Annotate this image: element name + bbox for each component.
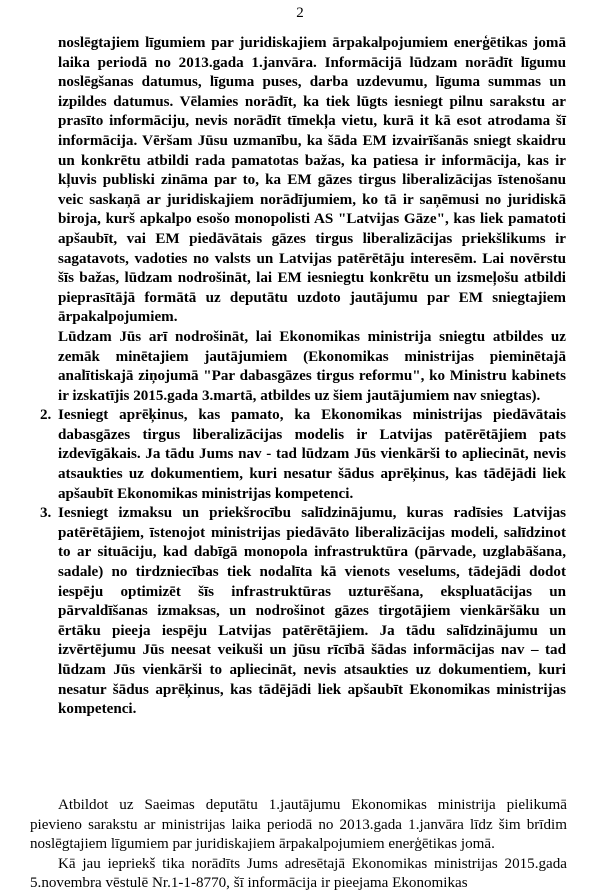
- bold-request-paragraph: Lūdzam Jūs arī nodrošināt, lai Ekonomikas ministrija sniegtu atbildes uz zemāk minētajiem jautājumiem (Ekonomikas ministrijas pieminētajā analītiskajā ziņojumā "Par dabasgāzes tirgus reformu", ko Ministru kabinets ir izskatījis 2015.gada 3.martā, atbildes uz šiem jautājumiem nav sniegtas).: [58, 328, 566, 404]
- response-paragraph: Atbildot uz Saeimas deputātu 1.jautājumu Ekonomikas ministrija pielikumā pievieno sarakstu ar ministrijas laika periodā no 2013.gada 1.janvāra līdz šim brīdim noslēgtajiem līgumiem par juridiskajiem ārpakalpojumiem enerģētikas jomā.: [30, 797, 567, 853]
- bold-request-block: [40, 34, 566, 720]
- list-item-text: Iesniegt izmaksu un priekšrocību salīdzinājumu, kuras radīsies Latvijas patērētājiem, īstenojot ministrijas piedāvāto liberalizācijas modeli, salīdzinot to ar situāciju, kad dabīgā monopola infrastruktūra (pārvade, uzglabāšana, sadale) no tirdzniecības tiek nodalīta kā vienots veselums, tādejādi dodot iespēju optimizēt šīs infrastruktūras uzturēšana, ekspluatācijas un pārvaldīšanas izmaksas, un nodrošinot gāzes tirgotājiem vienkāršāku un ērtāku pieeja iespēju Latvijas patērētājiem. Ja tādu salīdzinājumu un izvērtējumu Jūs neesat veikuši un jūsu rīcībā šādas informācijas nav – tad lūdzam Jūs vienkārši to apliecināt, nevis atsaukties uz dokumentiem, kuri nesatur šādus aprēķinus, kas tādējādi liek apšaubīt Ekonomikas ministrijas kompetenci.: [58, 505, 566, 718]
- list-item: [40, 406, 566, 504]
- list-item-number: 2.: [40, 407, 52, 424]
- page-number: 2: [296, 5, 304, 21]
- response-block: [30, 796, 567, 894]
- bold-intro-paragraph: noslēgtajiem līgumiem par juridiskajiem ārpakalpojumiem enerģētikas jomā laika periodā no 2013.gada 1.janvāra. Informācijā lūdzam norādīt līgumu noslēgšanas datumus, līguma puses, darba uzdevumu, līguma summas un izpildes datumus. Vēlamies norādīt, ka tiek lūgts iesniegt pilnu sarakstu ar prasīto informāciju, nevis norādīt tīmekļa vietu, kurā it kā esot atrodama šī informācija. Vēršam Jūsu uzmanību, ka šāda EM izvairīšanās sniegt skaidru un konkrētu atbildi rada pamatotas bažas, ka patiesa ir informācija, kas ir kļuvis publiski zināma par to, ka EM gāzes tirgus liberalizācijas īstenošanu veic saskaņā ar juridiskajiem norādījumiem, ko tā ir saņēmusi no juridiskā biroja, kurš apkalpo esošo monopolisti AS "Latvijas Gāze", kas liek pamatoti apšaubīt, vai EM piedāvātais gāzes tirgus liberalizācijas priekšlikums ir sagatavots, vadoties no valsts un Latvijas patērētāju interesēm. Lai novērstu šīs bažas, lūdzam nodrošināt, lai EM iesniegtu konkrētu un izsmeļošu atbildi pieprasītājā formātā uz deputātu uzdoto jautājumu par EM sniegtajiem ārpakalpojumiem.: [58, 35, 566, 326]
- list-item-number: 3.: [40, 505, 52, 522]
- response-paragraph: Kā jau iepriekš tika norādīts Jums adresētajā Ekonomikas ministrijas 2015.gada 5.novembra vēstulē Nr.1-1-8770, šī informācija ir pieejama Ekonomikas: [30, 855, 567, 892]
- list-item: [40, 504, 566, 720]
- numbered-request-list: [40, 406, 566, 720]
- list-item-text: Iesniegt aprēķinus, kas pamato, ka Ekonomikas ministrijas piedāvātais dabasgāzes tirgus liberalizācijas modelis ir Latvijas patērētājiem pats izdevīgākais. Ja tādu Jums nav - tad lūdzam Jūs vienkārši to apliecināt, nevis atsaukties uz dokumentiem, kuri nesatur šādus aprēķinus, kas tādējādi liek apšaubīt Ekonomikas ministrijas kompetenci.: [58, 407, 566, 502]
